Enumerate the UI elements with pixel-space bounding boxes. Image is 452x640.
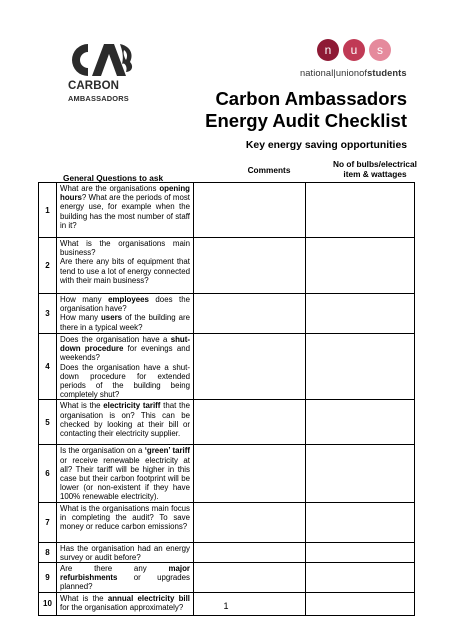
questions-column-header: General Questions to ask xyxy=(63,173,164,183)
nus-logo-name: national|unionofstudents xyxy=(300,68,407,78)
title-line-1: Carbon Ambassadors xyxy=(215,88,407,109)
checklist-rows xyxy=(39,183,415,616)
comments-cell[interactable] xyxy=(194,238,306,294)
question-text: of the building are there in a typical week? xyxy=(60,313,190,332)
row-number: 1 xyxy=(39,183,57,238)
question-text: What is the xyxy=(60,401,104,411)
row-number: 4 xyxy=(39,334,57,400)
comments-cell[interactable] xyxy=(194,563,306,593)
question-keyword: ‘green’ tariff xyxy=(144,446,190,456)
question-cell xyxy=(57,542,194,562)
checklist-row xyxy=(39,334,415,400)
question-keyword: users xyxy=(100,313,123,323)
question-keyword: employees xyxy=(108,295,149,304)
nus-letter-s: s xyxy=(377,43,383,57)
checklist-row xyxy=(39,563,415,593)
checklist-row xyxy=(39,445,415,502)
title-line-2: Energy Audit Checklist xyxy=(205,110,407,131)
question-text: Has the organisation had an energy survey or audit before? xyxy=(60,543,190,562)
bulbs-wattage-cell[interactable] xyxy=(306,445,415,502)
nus-logo-circles xyxy=(306,38,416,62)
question-text: that the organisation is on? This can be checked by looking at their bill or contacting their electricity supplier. xyxy=(60,401,190,439)
question-text: What is the organisations main focus in completing the audit? To save money or reduce carbon emissions? xyxy=(60,503,190,532)
nus-logo xyxy=(300,38,430,84)
question-keyword: annual electricity bill xyxy=(107,593,190,603)
comments-cell[interactable] xyxy=(194,183,306,238)
row-number: 3 xyxy=(39,294,57,334)
checklist-row xyxy=(39,294,415,334)
question-cell xyxy=(57,334,194,400)
question-text: Is the organisation on a xyxy=(60,446,145,456)
ca-logo-text-line2: AMBASSADORS xyxy=(68,94,129,103)
question-text: How many xyxy=(60,313,101,323)
bulbs-wattage-cell[interactable] xyxy=(306,294,415,334)
question-text: What are the organisations xyxy=(60,184,160,193)
bulbs-column-header: No of bulbs/electrical item & wattages xyxy=(333,159,417,179)
bulbs-wattage-cell[interactable] xyxy=(306,400,415,445)
checklist-row xyxy=(39,542,415,562)
row-number: 2 xyxy=(39,238,57,294)
comments-cell[interactable] xyxy=(194,334,306,400)
bulbs-wattage-cell[interactable] xyxy=(306,238,415,294)
page-number: 1 xyxy=(223,601,229,611)
question-text: for the organisation approximately? xyxy=(60,602,184,612)
bulbs-wattage-cell[interactable] xyxy=(306,334,415,400)
row-number: 10 xyxy=(39,592,57,615)
nus-letter-n: n xyxy=(324,43,332,57)
checklist-table xyxy=(38,182,415,616)
page-subtitle: Key energy saving opportunities xyxy=(245,140,407,151)
row-number: 7 xyxy=(39,502,57,542)
question-cell xyxy=(57,502,194,542)
question-cell xyxy=(57,238,194,294)
page-title xyxy=(205,88,407,132)
question-keyword: opening hours xyxy=(60,184,190,203)
comments-column-header: Comments xyxy=(247,165,291,175)
comments-cell[interactable] xyxy=(194,400,306,445)
bulbs-wattage-cell[interactable] xyxy=(306,502,415,542)
question-text: What is the xyxy=(60,593,108,603)
question-text: Are there any bits of equipment that tend to use a lot of energy connected with their main business? xyxy=(60,257,190,285)
question-cell xyxy=(57,445,194,502)
ca-logo-mark xyxy=(64,40,144,80)
bulbs-wattage-cell[interactable] xyxy=(306,563,415,593)
checklist-row xyxy=(39,183,415,238)
row-number: 5 xyxy=(39,400,57,445)
checklist-row xyxy=(39,502,415,542)
question-cell xyxy=(57,563,194,593)
question-cell xyxy=(57,294,194,334)
bulbs-wattage-cell[interactable] xyxy=(306,183,415,238)
question-keyword: major refurbishments xyxy=(60,564,190,583)
nus-letter-u: u xyxy=(350,43,358,57)
row-number: 9 xyxy=(39,563,57,593)
question-text: for evenings and weekends? xyxy=(60,344,190,363)
question-text: What is the organisations main business? xyxy=(60,239,190,258)
question-text: or receive renewable electricity at all? Their tariff will be higher in this case but their carbon footprint will be lower (or non-existent if they have 100% renewable electricity). xyxy=(60,455,190,502)
question-cell xyxy=(57,183,194,238)
checklist-row xyxy=(39,400,415,445)
question-text: How many xyxy=(60,295,109,304)
row-number: 6 xyxy=(39,445,57,502)
question-text: Does the organisation have a xyxy=(60,335,171,344)
question-text: or upgrades planned? xyxy=(60,573,190,592)
question-text: Does the organisation have a shut-down procedure for extended periods of the building being completely shut? xyxy=(60,362,190,400)
question-text: ? What are the periods of most energy use, for example when the building has the most number of staff in it? xyxy=(60,193,190,230)
comments-cell[interactable] xyxy=(194,502,306,542)
comments-cell[interactable] xyxy=(194,542,306,562)
question-cell xyxy=(57,400,194,445)
question-text: does the organisation have? xyxy=(60,295,191,314)
row-number: 8 xyxy=(39,542,57,562)
question-keyword: electricity tariff xyxy=(103,401,161,411)
ca-logo-text-line1: CARBON xyxy=(68,80,120,92)
question-keyword: shut-down procedure xyxy=(60,335,190,354)
checklist-row xyxy=(39,238,415,294)
bulbs-wattage-cell[interactable] xyxy=(306,542,415,562)
comments-cell[interactable] xyxy=(194,445,306,502)
comments-cell[interactable] xyxy=(194,294,306,334)
question-text: Are there any xyxy=(60,564,169,574)
